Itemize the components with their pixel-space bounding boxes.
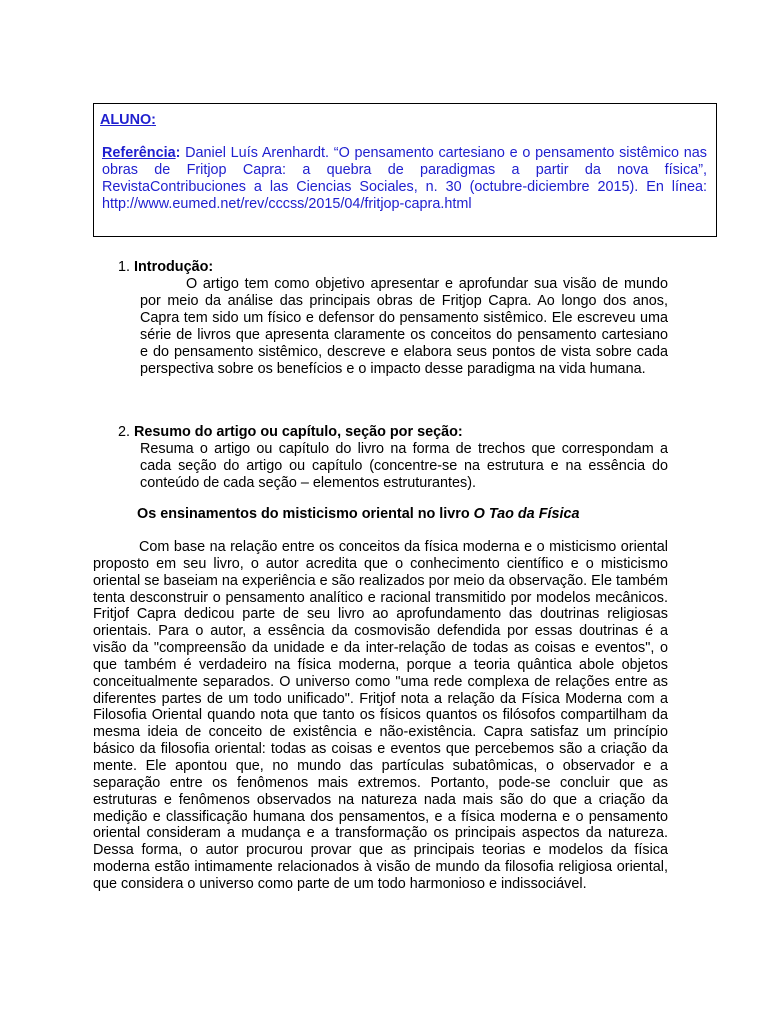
reference-colon: : [175, 145, 181, 161]
section-2-number: 2. [118, 424, 131, 440]
subsection-body-paragraph: Com base na relação entre os conceitos da física moderna e o misticismo oriental proposto em seu livro, o autor acredita que o conhecimento científico e o misticismo oriental se baseiam na experiência e são realizados por meio da observação. Ele também tenta desconstruir o pensamento analítico e racional transmitido por modelos mecânicos. Fritjof Capra dedicou parte de seu livro ao aprofundamento das doutrinas religiosas orientais. Para o autor, a essência da cosmovisão defendida por essas doutrinas é a visão da "compreensão da unidade e da inter-relação de todas as coisas e eventos", o que também é verdadeiro na física moderna, porque a teoria quântica abole objetos conceitualmente separados. O universo como "uma rede complexa de relações entre as diferentes partes de um todo unificado". Fritjof nota a relação da Física Moderna com a Filosofia Oriental quando nota que tanto os físicos quantos os filósofos compartilham da mesma ideia de conceito de existência e não-existência. Capra satisfaz um princípio básico da filosofia oriental: todas as coisas e eventos que percebemos são a criação da mente. Ele apontou que, no mundo das partículas subatômicas, o observador e a separação entre os fenômenos mais extremos. Portanto, pode-se concluir que as estruturas e fenômenos observados na natureza nada mais são do que a criação da medição e classificação humana dos pensamentos, e a física moderna e o pensamento oriental consideram a mudança e a transformação os principais aspectos da natureza. Dessa forma, o autor procurou provar que as principais teorias e modelos da física moderna estão intimamente relacionados à visão de mundo da filosofia religiosa oriental, que considera o universo como parte de um todo harmonioso e indissociável. [93, 539, 668, 892]
student-colon: : [151, 112, 156, 128]
student-label: ALUNO [100, 112, 152, 128]
section-2-title: Resumo do artigo ou capítulo, seção por seção: [134, 424, 463, 440]
reference-label: Referência [102, 145, 176, 161]
section-1-title: Introdução: [134, 259, 214, 275]
introduction-paragraph: O artigo tem como objetivo apresentar e aprofundar sua visão de mundo por meio da análise das principais obras de Fritjop Capra. Ao longo dos anos, Capra tem sido um físico e defensor do pensamento sistêmico. Ele escreveu uma série de livros que apresenta claramente os conceitos do pensamento cartesiano e do pensamento sistêmico, descreve e elabora seus pontos de vista sobre cada perspectiva sobre os benefícios e o impacto desse paradigma na vida humana. [140, 276, 668, 377]
reference-text: Daniel Luís Arenhardt. “O pensamento cartesiano e o pensamento sistêmico nas obras de Fritjop Capra: a quebra de paradigmas a partir da nova física”, RevistaContribuciones a las Ciencias Sociales, n. 30 (octubre-diciembre 2015). En línea: http://www.eumed.net/rev/cccss/2015/04/fritjop-capra.html [102, 145, 707, 212]
reference-citation [100, 145, 707, 213]
summary-instructions-paragraph: Resuma o artigo ou capítulo do livro na forma de trechos que correspondam a cada seção do artigo ou capítulo (concentre-se na estrutura e na essência do conteúdo de cada seção – elementos estruturantes). [140, 441, 668, 491]
section-2-heading [118, 424, 463, 441]
reference-box [93, 103, 717, 237]
subsection-title-prefix: Os ensinamentos do misticismo oriental no livro [137, 506, 474, 522]
subsection-heading [137, 506, 580, 523]
section-1-heading [118, 259, 213, 276]
section-1-number: 1. [118, 259, 131, 275]
subsection-title-book: O Tao da Física [473, 506, 580, 522]
student-label-line [100, 112, 707, 129]
